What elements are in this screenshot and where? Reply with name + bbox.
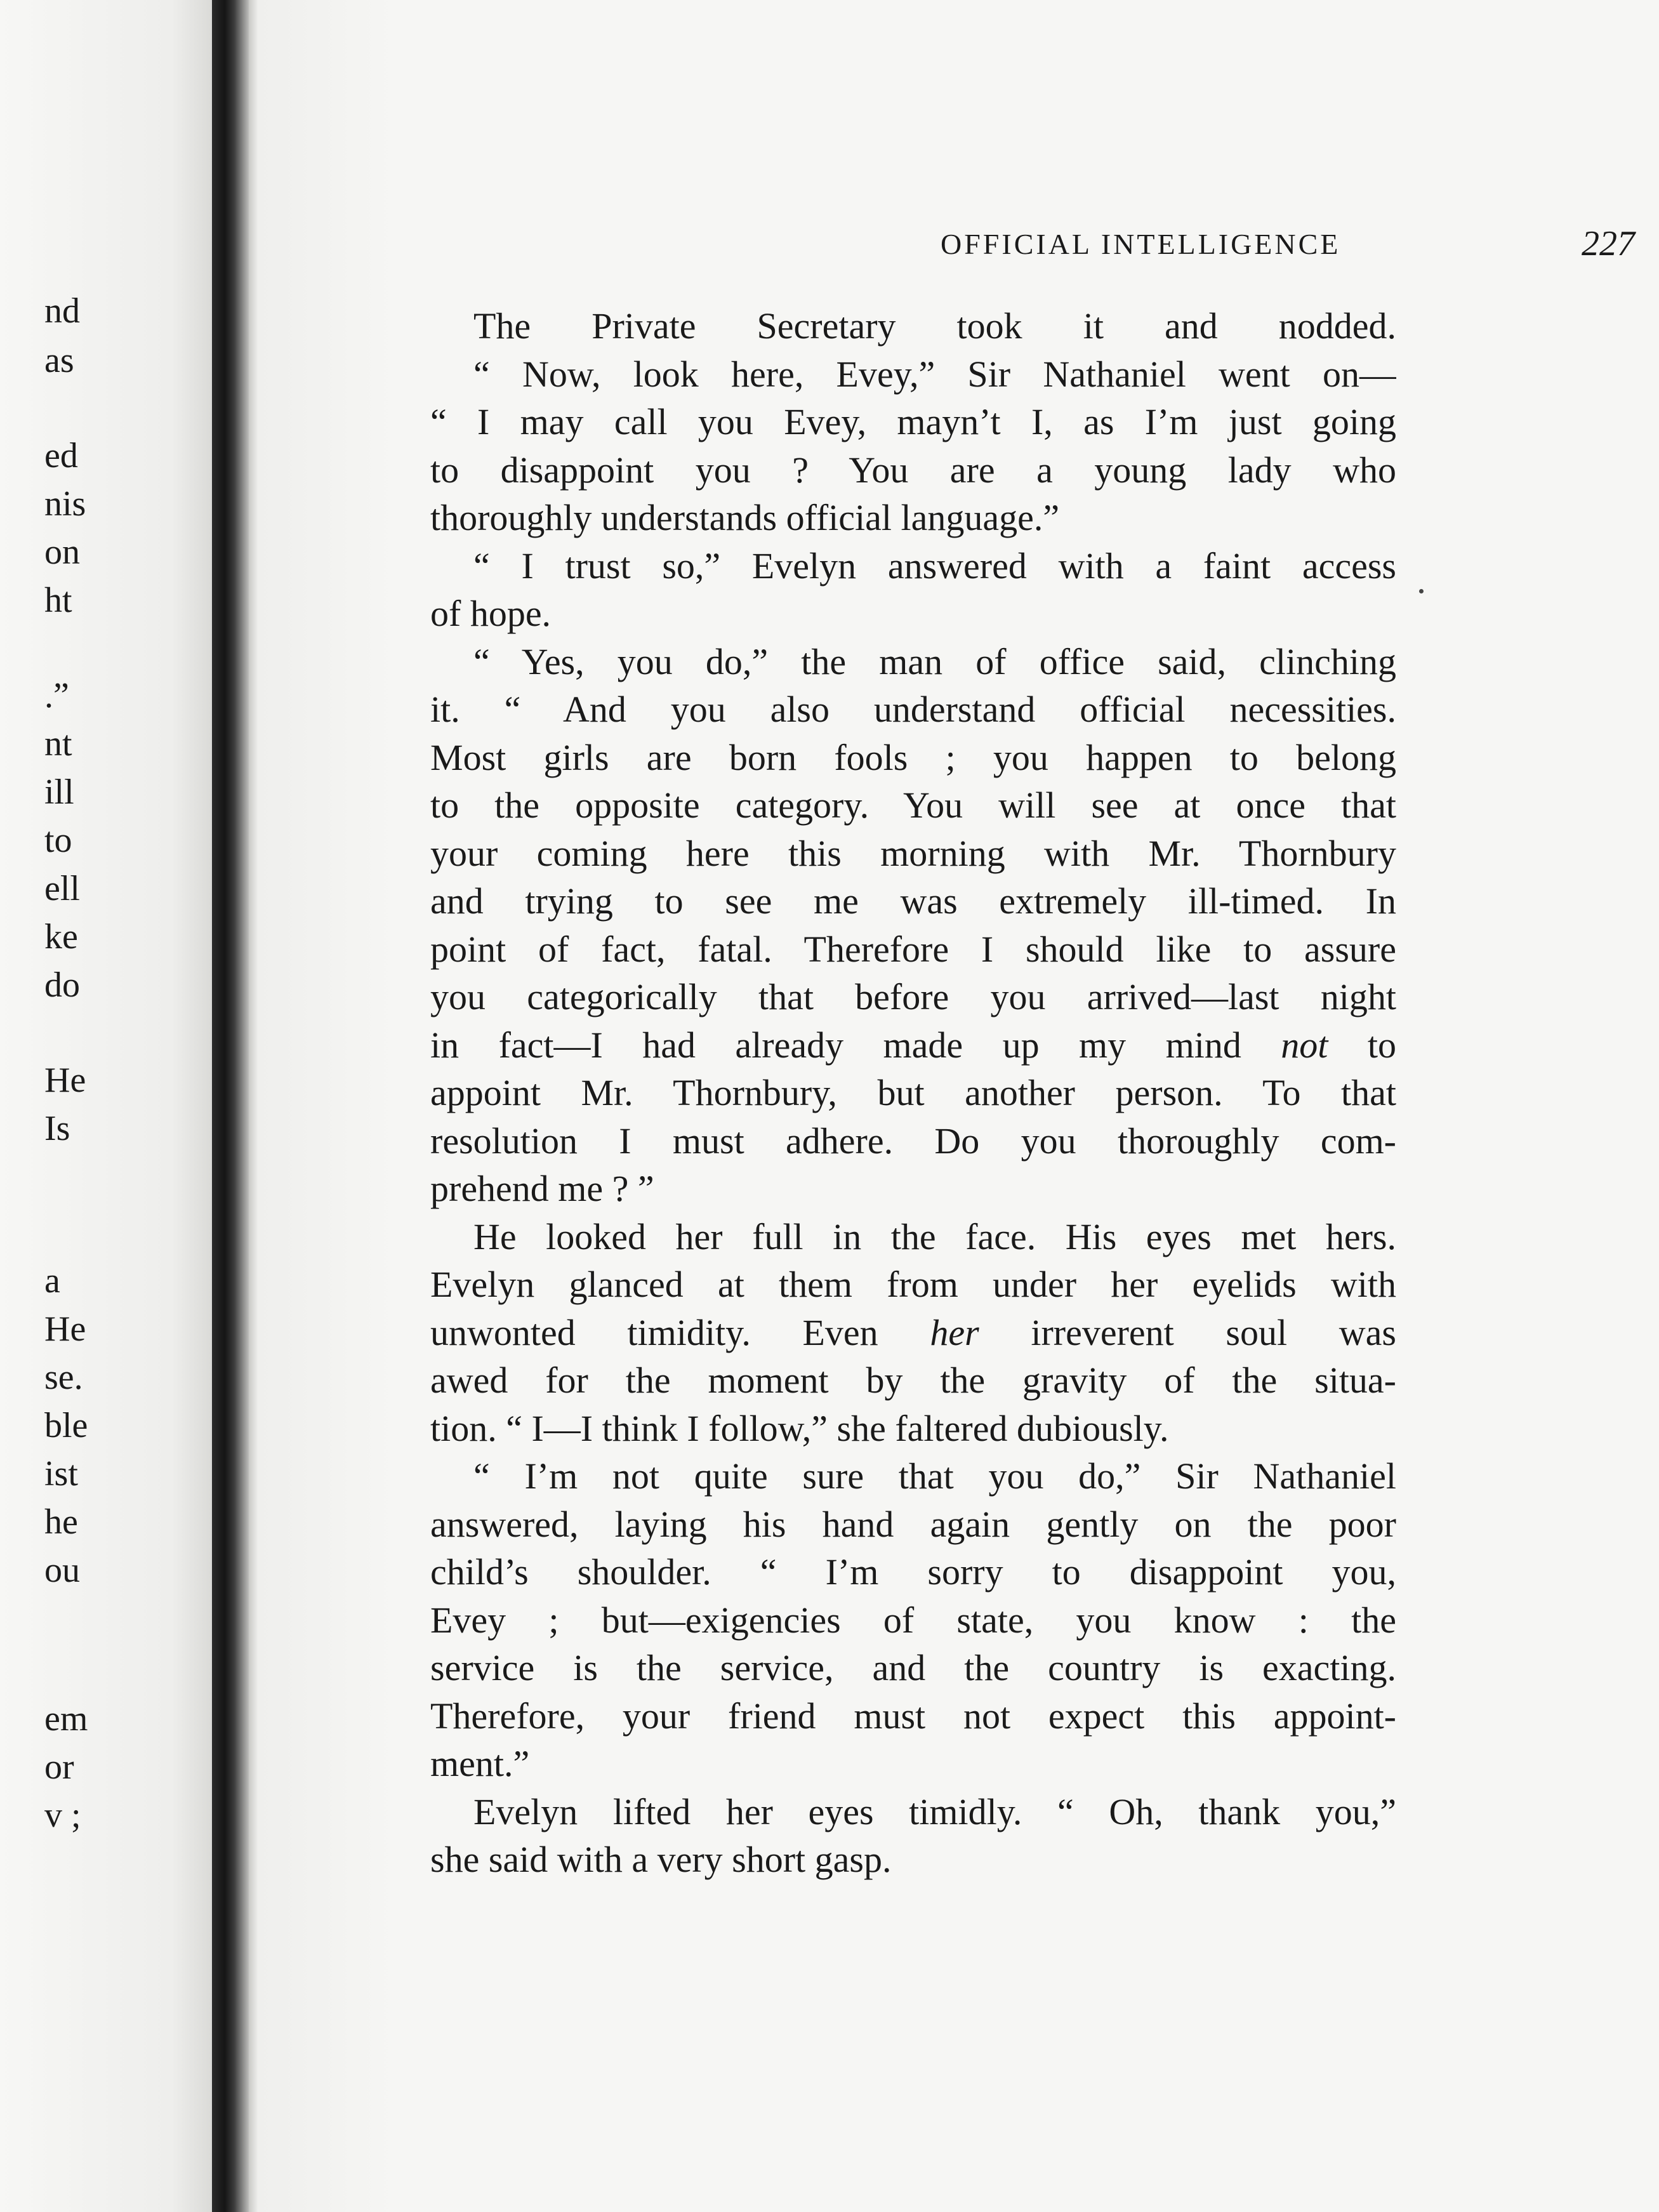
text-line: point of fact, fatal. Therefore I should like to assure (430, 928, 1396, 970)
text-line: Evey ; but—exigencies of state, you know : the (430, 1599, 1396, 1641)
text-line: in fact—I had already made up my mind not to (430, 1024, 1396, 1066)
text-line: unwonted timidity. Even her irreverent soul was (430, 1311, 1396, 1353)
previous-page-fragment: on (44, 533, 80, 572)
text-line: answered, laying his hand again gently on the poor (430, 1503, 1396, 1545)
page-edge (249, 0, 258, 2212)
previous-page-fragment: .” (44, 676, 69, 715)
book-gutter (212, 0, 249, 2212)
text-line: awed for the moment by the gravity of the situa- (430, 1360, 1396, 1401)
text-line: your coming here this morning with Mr. Thornbury (430, 832, 1396, 874)
previous-page-fragment: a (44, 1261, 60, 1301)
previous-page-fragment: or (44, 1747, 74, 1787)
text-line: “ I’m not quite sure that you do,” Sir Nathaniel (473, 1455, 1396, 1497)
text-line: appoint Mr. Thornbury, but another person. To that (430, 1072, 1396, 1113)
emphasis: not (1281, 1024, 1328, 1066)
previous-page-fragment: ill (44, 772, 74, 812)
text-line: “ Yes, you do,” the man of office said, clinching (473, 640, 1396, 682)
text-line: you categorically that before you arrived—last night (430, 976, 1396, 1017)
text-line: “ Now, look here, Evey,” Sir Nathaniel went on— (473, 353, 1396, 395)
previous-page-fragment: ou (44, 1551, 80, 1590)
text-line: The Private Secretary took it and nodded. (473, 305, 1396, 347)
previous-page-fragment: as (44, 341, 74, 380)
text-line: “ I may call you Evey, mayn’t I, as I’m just going (430, 401, 1396, 442)
text-line: to the opposite category. You will see at once that (430, 785, 1396, 826)
previous-page-fragment: ist (44, 1454, 78, 1493)
text-line: it. “ And you also understand official necessities. (430, 689, 1396, 730)
running-header (428, 224, 1653, 272)
text-line: and trying to see me was extremely ill-timed. In (430, 880, 1396, 922)
text-line: Therefore, your friend must not expect this appoint- (430, 1695, 1396, 1737)
text-line: of hope. (430, 593, 552, 634)
text-line: Evelyn lifted her eyes timidly. “ Oh, thank you,” (473, 1791, 1396, 1832)
running-title: OFFICIAL INTELLIGENCE (941, 228, 1341, 260)
text-line: she said with a very short gasp. (430, 1839, 892, 1880)
text-line: thoroughly understands official language.” (430, 497, 1060, 538)
text-line: to disappoint you ? You are a young lady who (430, 449, 1396, 491)
previous-page-fragment: se. (44, 1358, 83, 1397)
text-line: Most girls are born fools ; you happen to belong (430, 736, 1396, 778)
previous-page-fragment: He (44, 1061, 86, 1100)
page-number: 227 (1582, 224, 1635, 263)
previous-page-fragment: Is (44, 1109, 70, 1148)
previous-page-fragment: he (44, 1502, 78, 1542)
text-line: He looked her full in the face. His eyes met hers. (473, 1215, 1396, 1257)
text-line: service is the service, and the country is exacting. (430, 1647, 1396, 1688)
previous-page-fragment: ht (44, 581, 72, 620)
previous-page-fragment: em (44, 1699, 88, 1738)
previous-page-fragment: do (44, 965, 80, 1005)
previous-page-fragment: nd (44, 291, 80, 331)
body-text (430, 302, 1396, 1884)
text-line: Evelyn glanced at them from under her eyelids with (430, 1264, 1396, 1305)
previous-page-fragment: v ; (44, 1796, 81, 1835)
text-line: tion. “ I—I think I follow,” she faltered dubiously. (430, 1407, 1169, 1449)
previous-page-fragment: to (44, 821, 72, 860)
previous-page-fragment: ke (44, 917, 78, 957)
text-line: resolution I must adhere. Do you thoroughly com- (430, 1120, 1396, 1162)
previous-page (0, 0, 215, 2212)
previous-page-fragment: ble (44, 1406, 88, 1445)
text-line: ment.” (430, 1743, 530, 1784)
previous-page-fragment: He (44, 1309, 86, 1349)
text-line: prehend me ? ” (430, 1168, 654, 1209)
previous-page-fragment: nt (44, 724, 72, 764)
previous-page-fragment: ell (44, 869, 80, 908)
text-line: child’s shoulder. “ I’m sorry to disappoint you, (430, 1551, 1396, 1593)
text-line: “ I trust so,” Evelyn answered with a faint access (473, 545, 1396, 586)
emphasis: her (930, 1311, 979, 1353)
previous-page-fragment: nis (44, 484, 86, 524)
ink-speck (1419, 589, 1424, 593)
previous-page-fragment: ed (44, 436, 78, 475)
